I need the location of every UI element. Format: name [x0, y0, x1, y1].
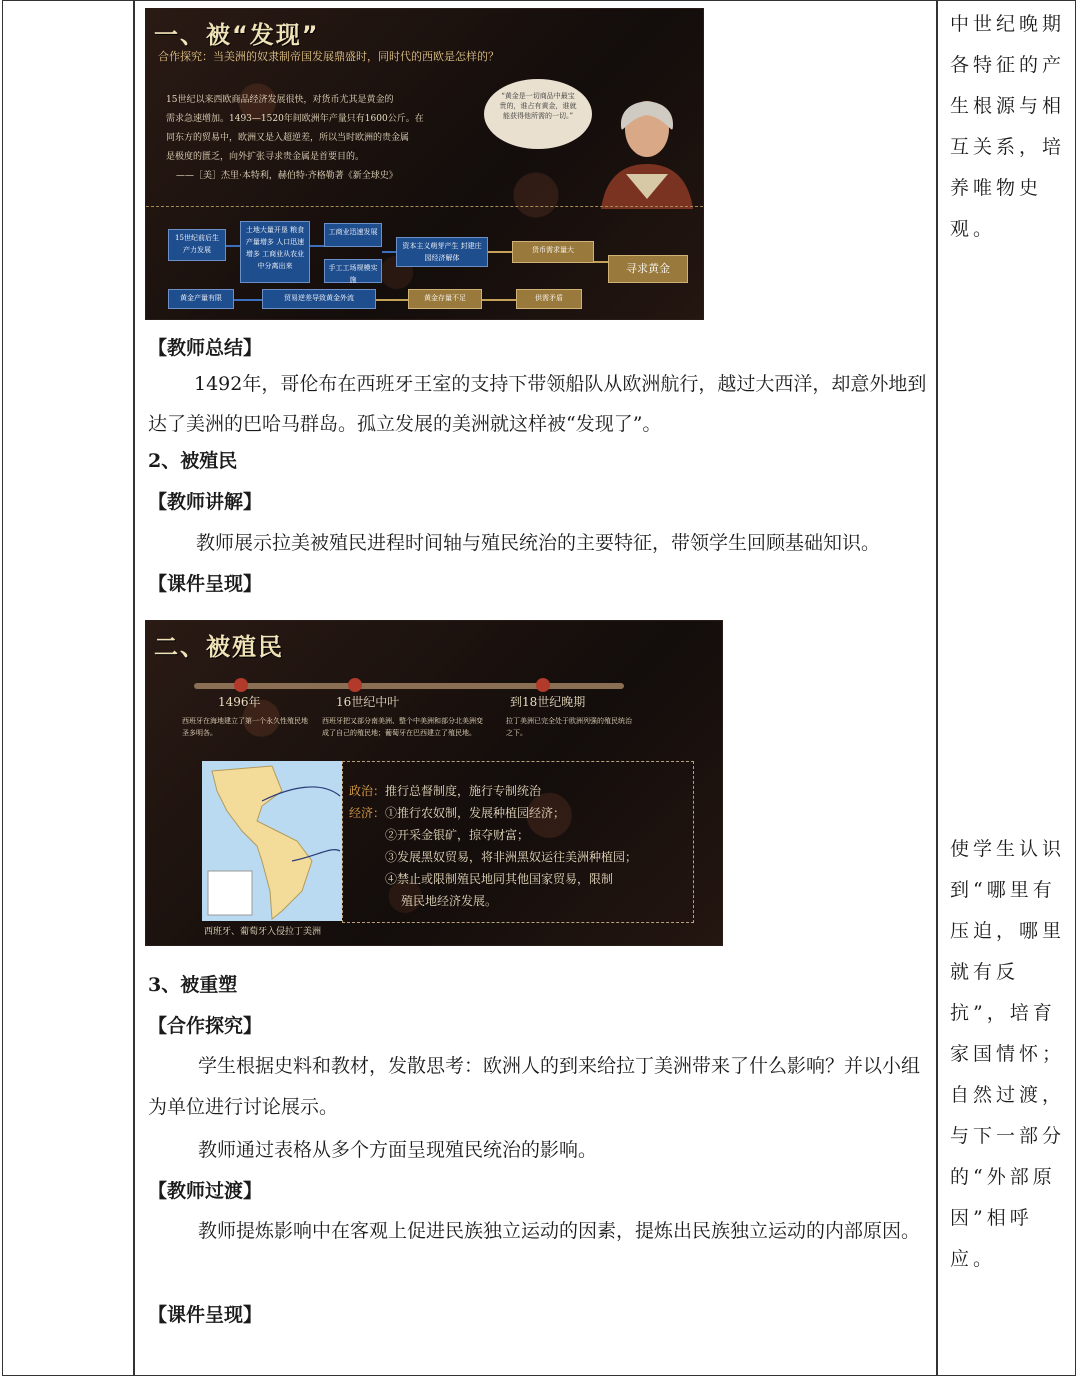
timeline-desc: 西班牙在海地建立了第一个永久性殖民地圣多明各。 [182, 717, 308, 737]
map-caption: 西班牙、葡萄牙入侵拉丁美洲 [204, 927, 322, 937]
courseware-heading: 【课件呈现】 [148, 573, 263, 595]
economy-item: ③发展黑奴贸易，将非洲黑奴运往美洲种植园； [385, 850, 638, 864]
summary-heading: 【教师总结】 [148, 337, 263, 359]
coop-text: 学生根据史料和教材，发散思考：欧洲人的到来给拉丁美洲带来了什么影响？并以小组为单位进行讨论展示。 [148, 1055, 921, 1118]
slide-title: 二、被殖民 [154, 633, 284, 661]
flow-box: 土地大量开垦 粮食产量增多 人口迅速增多 工商业从农业中分离出来 [240, 221, 310, 283]
flow-box: 贸易逆差导致黄金外流 [262, 289, 376, 309]
columbus-portrait [591, 79, 703, 209]
economy-list [385, 802, 685, 912]
flow-box: 货币需求量大 [512, 241, 594, 263]
latin-america-map [202, 761, 342, 921]
flow-box: 手工工场规模实施 [324, 259, 382, 283]
summary-text: 1492年，哥伦布在西班牙王室的支持下带领船队从欧洲航行，越过大西洋，却意外地到达了美洲的巴哈马群岛。孤立发展的美洲就这样被“发现了”。 [148, 373, 927, 435]
timeline-date: 16世纪中叶 [336, 695, 400, 709]
side-note-patriotism: 使学生认识到“哪里有压迫，哪里就有反抗”，培育家国情怀；自然过渡，与下一部分的“外部原因”相呼应。 [950, 838, 1066, 1270]
flow-arrow [376, 299, 408, 301]
timeline-dot [348, 678, 362, 692]
slide-subtitle: 合作探究：当美洲的奴隶制帝国发展鼎盛时，同时代的西欧是怎样的？ [158, 50, 499, 63]
flow-arrow [234, 299, 262, 301]
speech-bubble: “黄金是一切商品中最宝贵的，谁占有黄金，谁就能获得他所需的一切。” [484, 79, 592, 149]
rule-features-box [342, 761, 694, 923]
section-reshaped: 3、被重塑 [148, 974, 238, 996]
column-divider-right [936, 0, 938, 1376]
flow-box: 寻求黄金 [608, 255, 688, 283]
timeline-desc: 西班牙把又部分南美洲、整个中美洲和部分北美洲变成了自己的殖民地；葡萄牙在巴西建立了殖民地。 [322, 717, 483, 737]
flow-arrow [226, 245, 240, 247]
coop-heading: 【合作探究】 [148, 1015, 263, 1037]
timeline-desc: 拉丁美洲已完全处于欧洲列强的殖民统治之下。 [506, 717, 632, 737]
flow-box: 黄金产量有限 [168, 289, 234, 309]
slide-title: 一、被“发现” [154, 21, 320, 49]
transition-text: 教师提炼影响中在客观上促进民族独立运动的因素，提炼出民族独立运动的内部原因。 [198, 1220, 921, 1242]
flow-box: 黄金存量不足 [408, 289, 482, 309]
politics-line [349, 780, 541, 802]
timeline-dot [536, 678, 550, 692]
timeline-dot [234, 678, 248, 692]
flow-box: 资本主义萌芽产生 封建庄园经济解体 [396, 237, 488, 267]
flow-arrow [310, 245, 324, 247]
slide-divider [146, 206, 703, 207]
economy-item: ②开采金银矿，掠夺财富； [385, 828, 530, 842]
quote-source: ——［美］杰里·本特利，赫伯特·齐格勒著《新全球史》 [176, 171, 398, 181]
side-note-materialism: 中世纪晚期各特征的产生根源与相互关系，培养唯物史观。 [950, 13, 1066, 240]
column-divider-left [133, 0, 135, 1376]
timeline-bar [194, 683, 624, 689]
table-text: 教师通过表格从多个方面呈现殖民统治的影响。 [198, 1139, 598, 1161]
timeline-date: 到18世纪晚期 [510, 695, 586, 709]
quote-line: 是极度的匮乏，向外扩张寻求贵金属是首要目的。 [166, 152, 365, 162]
economy-item: ④禁止或限制殖民地同其他国家贸易，限制 [385, 872, 614, 886]
explain-heading: 【教师讲解】 [148, 491, 263, 513]
source-quote [166, 91, 506, 186]
transition-heading: 【教师过渡】 [148, 1180, 263, 1202]
economy-item: 殖民地经济发展。 [401, 894, 498, 908]
flow-box: 工商业迅速发展 [324, 223, 382, 247]
courseware-slide-colonized [145, 620, 723, 946]
timeline-date: 1496年 [218, 695, 261, 709]
flow-box: 供需矛盾 [516, 289, 582, 309]
politics-text: 推行总督制度，施行专制统治 [385, 784, 542, 798]
courseware-slide-discovery [145, 8, 704, 320]
economy-item: ①推行农奴制，发展种植园经济； [385, 806, 566, 820]
flow-arrow [482, 299, 516, 301]
quote-line: 15世纪以来西欧商品经济发展很快，对货币尤其是黄金的 [166, 95, 394, 105]
section-colonized: 2、被殖民 [148, 450, 238, 472]
flow-arrow [382, 251, 396, 253]
flow-box: 15世纪前后生产力发展 [168, 229, 226, 261]
explain-text: 教师展示拉美被殖民进程时间轴与殖民统治的主要特征，带领学生回顾基础知识。 [196, 532, 881, 554]
economy-label: 经济： [349, 806, 386, 820]
quote-line: 同东方的贸易中，欧洲又是入超逆差，所以当时欧洲的贵金属 [166, 133, 410, 143]
flow-arrow [594, 261, 608, 263]
quote-line: 需求急速增加。1493—1520年间欧洲年产量只有1600公斤。在 [166, 114, 424, 124]
courseware-heading-2: 【课件呈现】 [148, 1304, 263, 1326]
flow-arrow [488, 251, 512, 253]
politics-label: 政治： [349, 784, 386, 798]
